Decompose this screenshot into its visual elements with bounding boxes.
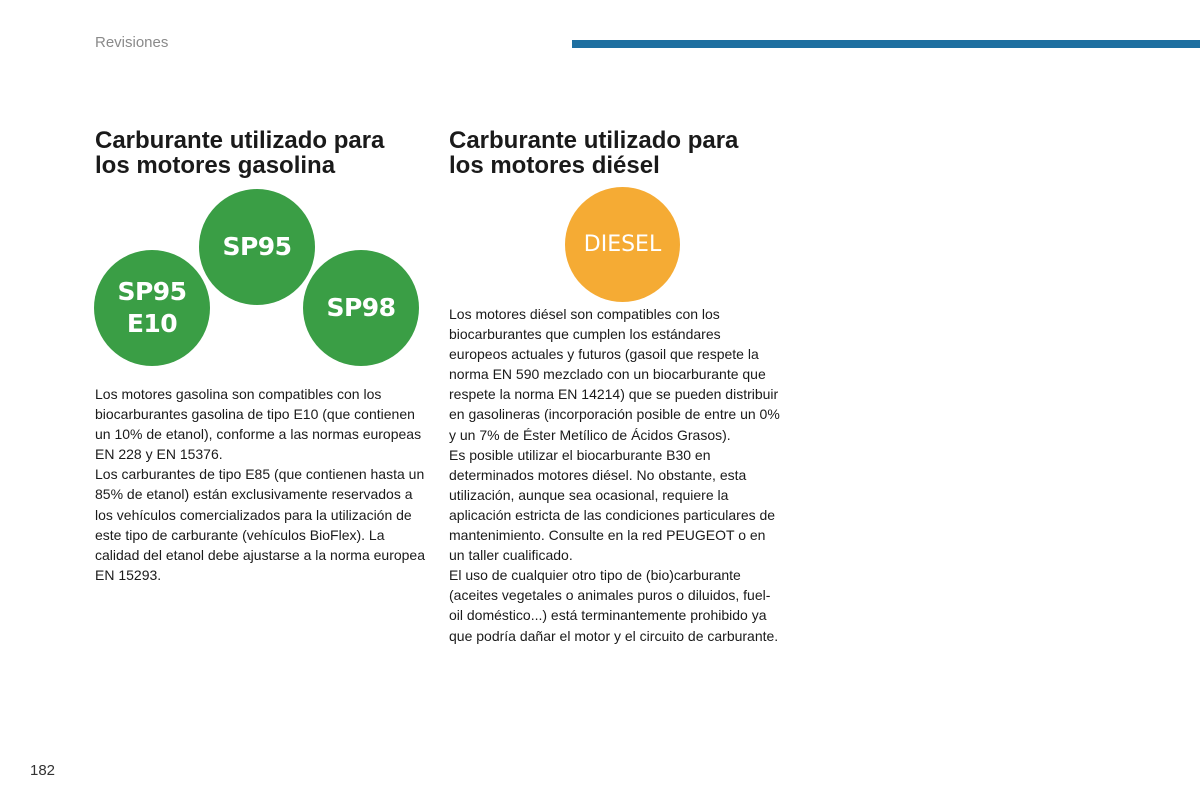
diesel-body-text — [449, 304, 781, 646]
gasoline-paragraph: Los carburantes de tipo E85 (que contienen hasta un 85% de etanol) están exclusivamente reservados a los vehículos comercializados para la utilización de este tipo de carburante (vehículos BioFlex). La calidad del etanol debe ajustarse a la norma europea EN 15293. — [95, 466, 426, 583]
page-number: 182 — [30, 762, 56, 779]
diesel-paragraph: Es posible utilizar el biocarburante B30 en determinados motores diésel. No obstante, esta utilización, aunque sea ocasional, requiere la aplicación estricta de las condiciones particulares de mantenimiento. Consulte en la red PEUGEOT o en un taller cualificado. — [449, 446, 776, 564]
header-accent-bar — [572, 40, 1200, 48]
diesel-badge-label: DIESEL — [583, 232, 662, 257]
diesel-paragraph: El uso de cualquier otro tipo de (bio)carburante (aceites vegetales o animales puros o diluidos, fuel-oil doméstico...) está terminantemente prohibido ya que podría dañar el motor y el circuito de carburante. — [449, 567, 779, 644]
sp98-badge-label: SP98 — [326, 293, 396, 322]
section-label: Revisiones — [95, 34, 169, 51]
gasoline-paragraph: Los motores gasolina son compatibles con los biocarburantes gasolina de tipo E10 (que contienen un 10% de etanol), conforme a las normas europeas EN 228 y EN 15376. — [95, 386, 422, 463]
diesel-paragraph: Los motores diésel son compatibles con los biocarburantes que cumplen los estándares europeos actuales y futuros (gasoil que respete la norma EN 590 mezclado con un biocarburante que respete la norma EN 14214) que se pueden distribuir en gasolineras (incorporación posible de entre un 0% y un 7% de Éster Metílico de Ácidos Grasos). — [449, 306, 780, 443]
sp98-fuel-badge — [303, 250, 419, 366]
diesel-section-title: Carburante utilizado para los motores diésel — [449, 127, 739, 179]
diesel-fuel-badge — [565, 187, 680, 302]
gasoline-section-title: Carburante utilizado para los motores gasolina — [95, 127, 385, 179]
gasoline-body-text — [95, 384, 425, 585]
sp95-e10-badge-line1: SP95 — [117, 277, 187, 306]
sp95-badge-label: SP95 — [222, 232, 292, 261]
sp95-fuel-badge — [199, 189, 315, 305]
sp95-e10-fuel-badge — [94, 250, 210, 366]
sp95-e10-badge-line2: E10 — [126, 309, 178, 338]
